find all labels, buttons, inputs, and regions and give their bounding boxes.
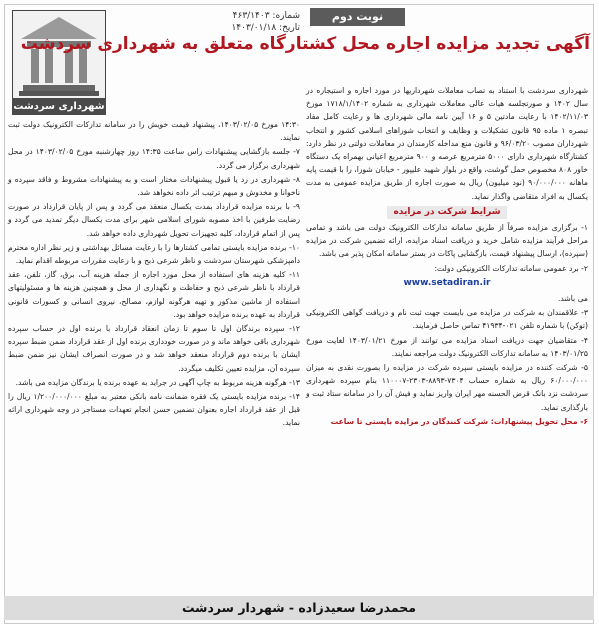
right-column [306,84,588,429]
condition-item-13: ۱۳- هرگونه هزینه مربوط به چاپ آگهی در جراید به عهده برنده یا برندگان مزایده می باشد. [15,377,300,387]
condition-item-4: ۴- متقاضیان جهت دریافت اسناد مزایده می توانند از مورخ ۱۴۰۳/۰۱/۲۱ لغایت مورخ ۱۴۰۳/۰۱/۲۵ به سامانه تدارکات الکترونیک دولت مراجعه نمایند. [306,335,588,358]
notice-number: شماره: ۴۶۳/۱۴۰۳ [232,11,300,21]
condition-item-14: ۱۴- برنده مزایده بایستی یک فقره ضمانت نامه بانکی معتبر به مبلغ ۱/۲۰۰/۰۰۰/۰۰۰ ریال را قبل از عقد قرارداد اجاره بعنوان تضمین حسن انجام تعهدات مستاجر در وجه شهرداری ارائه نماید. [8,392,300,428]
condition-item-2: ۲- برد عمومی سامانه تدارکات الکترونیکی دولت: [434,263,588,273]
notice-date: تاریخ: ۱۴۰۳/۰۱/۱۸ [231,23,300,33]
left-column [8,118,300,431]
intro-paragraph: شهرداری سردشت با استناد به تصاب معاملات شهرداریها در مورد اجاره و استیجاره در سال ۱۴۰۲ و صورتجلسه هیات عالی معاملات شهرداری به شماره ۱۷۱۸/۱/۱۴۰۲ مورخ ۱۴۰۲/۱۱/۰۳ با رعایت مادتین ۵ و ۱۶ آیین نامه مالی شهرداری ها و رعایت کامل مفاد تبصره ۱ ماده ۹۵ قانون تشکیلات و وظایف و انتخاب شوراهای اسلامی کشور و انتخاب شهرداران مصوب ۹۶/۰۳/۲۰ و قانون منع مداخله کارمندان در معاملات دولتی در نظر دارد: کشتارگاه شهرداری دارای ۵۰۰۰ مترمربع عرصه و ۹۰۰ مترمربع اعیانی بهمراه یک دستگاه خاور ۸۰۸ مخصوص حمل گوشت، واقع در بلوار شهید علیپور - خیابان شورا، را با قیمت پایه ماهانه ۹۰/۰۰۰/۰۰۰ (نود میلیون) ریال به صورت اجاره از طریق مزایده عمومی به مدت یکسال به افراد متقاضی واگذار نماید. [306,86,588,201]
condition-item-6-cont: ۱۴:۳۰ مورخ ۱۴۰۳/۰۲/۰۵، پیشنهاد قیمت خویش را در سامانه تدارکات الکترونیک دولت ثبت نمایند. [8,120,301,143]
municipality-logo [12,10,106,100]
notice-round-badge: نوبت دوم [310,8,405,26]
condition-item-1: ۱- برگزاری مزایده صرفاً از طریق سامانه تدارکات الکترونیک دولت می باشد و تمامی مراحل فرآیند مزایده شامل خرید و دریافت اسناد مزایده، ارائه تضمین شرکت در مزایده (سپرده)، ارسال پیشنهاد قیمت، بازگشایی پاکات در بستر سامانه امکان پذیر می باشد. [306,223,588,259]
logo-caption: شهرداری سردشت [12,98,106,115]
condition-item-12: ۱۲- سپرده برندگان اول تا سوم تا زمان انعقاد قرارداد با برنده اول در حساب سپرده شهرداری باقی خواهد ماند و در صورت خودداری برنده اول از عقد قرارداد ضمن ضبط سپرده ایشان با برنده دوم قرارداد منعقد خواهد شد و در صورت انصراف ایشان نیز ضمن ضبط سپرده آن، مزایده تعیین تکلیف میگردد. [8,324,300,373]
conditions-heading: شرایط شرکت در مزایده [387,206,506,219]
condition-item-7: ۷- جلسه بازگشایی پیشنهادات راس ساعت ۱۴:۳۵ روز چهارشنبه مورخ ۱۴۰۳/۰۲/۰۵ در محل شهرداری برگزار می گردد. [8,147,300,170]
condition-item-5: ۵- شرکت کننده در مزایده بایستی سپرده شرکت در مزایده را بصورت نقدی به میزان ۶۰/۰۰۰/۰۰۰ ریال به شماره حساب ۷۳۰۴-۸۸۹۳-۲۳۰۳-۱۱۰۰۰۷ بنام سپرده شهرداری سردشت نزد بانک قرض الحسنه مهر ایران واریز نماید و فیش آن را در سامانه ستاد ثبت و بارگذاری نماید. [306,363,588,412]
notice-title: آگهی تجدید مزایده اجاره محل کشتارگاه متعلق به شهرداری سردشت [20,34,590,54]
condition-item-9: ۹- با برنده مزایده قرارداد بمدت یکسال منعقد می گردد و پس از پایان قرارداد در صورت رضایت طرفین با اخذ مصوبه شورای اسلامی شهر برای مدت یکسال دیگر تمدید می گردد و پس از اتمام قرارداد، کلیه تجهیزات تحویل شهرداری داده خواهد شد. [8,202,300,238]
condition-item-2-end: می باشد. [557,294,588,304]
condition-item-11: ۱۱- کلیه هزینه های استفاده از محل مورد اجاره از جمله هزینه آب، برق، گاز، تلفن، عقد قرارداد با ناظر شرعی ذبح و حفاظت و نگهداری از محل و همچنین هزینه ها و مسئولیتهای استفاده از ماشین مذکور و تهیه هرگونه لوازم، مصالح، نیروی انسانی و کسورات قانونی قرارداد به عهده برنده مزایده خواهد بود. [8,270,300,319]
setad-website-link[interactable]: www.setadiran.ir [403,277,491,288]
signature-footer: محمدرضا سعیدزاده - شهردار سردشت [4,596,594,620]
condition-item-8: ۸- شهرداری در رد یا قبول پیشنهادات مختار است و به پیشنهادات مشروط و فاقد سپرده و ناخوانا و مخدوش و مبهم ترتیب اثر داده نخواهد شد. [8,174,300,198]
notice-meta [110,10,300,34]
building-icon [13,11,105,99]
condition-item-6: ۶- محل تحویل پیشنهادات: شرکت کنندگان در مزایده بایستی تا ساعت [330,416,588,426]
condition-item-10: ۱۰- برنده مزایده بایستی تمامی کشتارها را با رعایت مسائل بهداشتی و زیر نظر اداره محترم دامپزشکی شهرستان سردشت و ناظر شرعی ذبح و با رعایت مقررات مربوطه اقدام نماید. [8,242,300,266]
condition-item-3: ۳- علاقمندان به شرکت در مزایده می بایست جهت ثبت نام و دریافت گواهی الکترونیکی (توکن) با شماره تلفن ۰۲۱-۴۱۹۳۴ تماس حاصل فرمایند. [306,308,588,331]
